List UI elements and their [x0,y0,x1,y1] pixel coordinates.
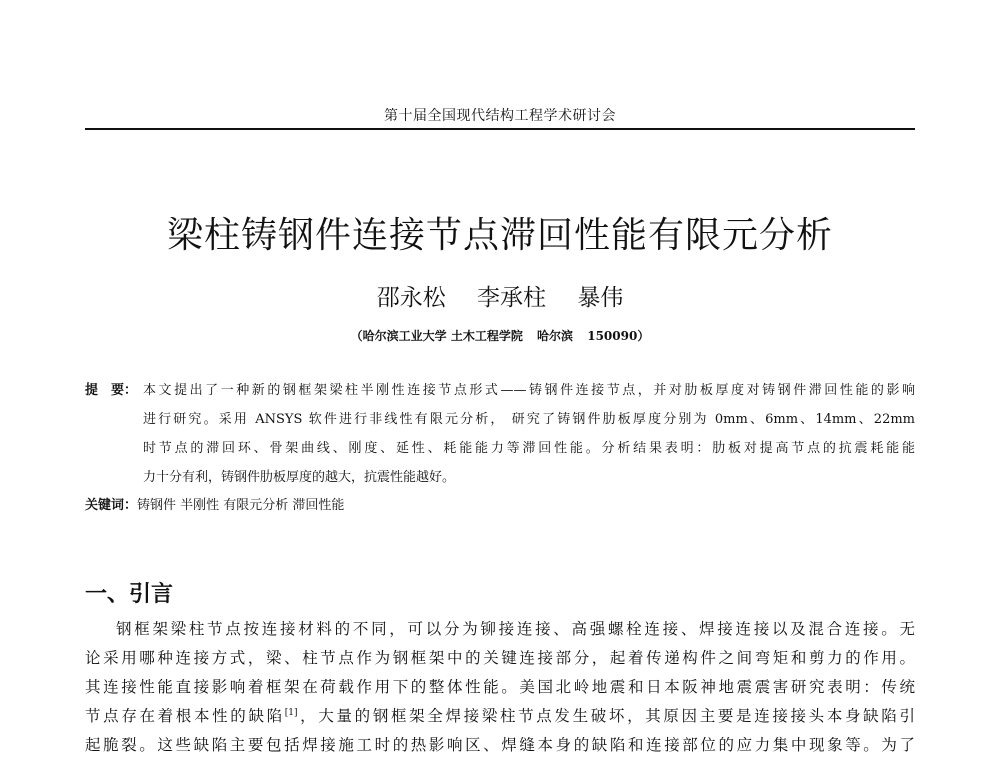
affiliation-university: （哈尔滨工业大学 土木工程学院 [350,329,523,343]
abstract-line: 力十分有利，铸钢件肋板厚度的越大，抗震性能越好。 [143,470,456,485]
affiliation [85,327,915,344]
citation-ref[interactable]: [1] [284,708,298,718]
body-line: 论采用哪种连接方式，梁、柱节点作为钢框架中的关键连接部分，起着传递构件之间弯矩和剪力的作用。 [85,649,915,667]
body-line-part: ，大量的钢框架全焊接梁柱节点发生破坏，其原因主要是连接接头本身缺陷引 [297,707,915,725]
running-header: 第十届全国现代结构工程学术研讨会 [384,108,616,124]
header-rule [85,128,915,130]
author-name: 李承柱 [477,285,546,311]
abstract-line: 进行研究。采用 ANSYS 软件进行非线性有限元分析， 研究了铸钢件肋板厚度分别为 0mm、6mm、14mm、22mm [143,412,915,427]
abstract-label: 提 要： [85,383,138,398]
body-line [85,702,915,731]
section-heading: 一、引言 [85,582,174,608]
affiliation-postcode: 150090） [587,329,650,343]
body-line-part: 节点存在着根本性的缺陷 [85,707,285,725]
keywords-label: 关键词： [85,498,138,513]
section-body [85,615,915,760]
author-list [85,279,915,312]
abstract-body [143,376,915,492]
abstract-line: 时节点的滞回环、骨架曲线、刚度、延性、耗能能力等滞回性能。分析结果表明：肋板对提高节点的抗震耗能能 [143,441,915,456]
abstract [85,376,915,492]
abstract-line: 本文提出了一种新的钢框架梁柱半刚性连接节点形式——铸钢件连接节点，并对肋板厚度对铸钢件滞回性能的影响 [143,383,915,398]
keywords [85,494,915,513]
keywords-text: 铸钢件 半刚性 有限元分析 滞回性能 [137,498,345,513]
body-line: 起脆裂。这些缺陷主要包括焊接施工时的热影响区、焊缝本身的缺陷和连接部位的应力集中现象等。为了 [85,736,915,754]
body-line: 其连接性能直接影响着框架在荷载作用下的整体性能。美国北岭地震和日本阪神地震震害研究表明：传统 [85,678,915,696]
affiliation-city: 哈尔滨 [537,329,574,343]
paper-title: 梁柱铸钢件连接节点滞回性能有限元分析 [166,215,833,257]
author-name: 暴伟 [577,285,624,311]
author-name: 邵永松 [376,285,446,311]
body-line: 钢框架梁柱节点按连接材料的不同，可以分为铆接连接、高强螺栓连接、焊接连接以及混合连接。无 [116,620,915,638]
